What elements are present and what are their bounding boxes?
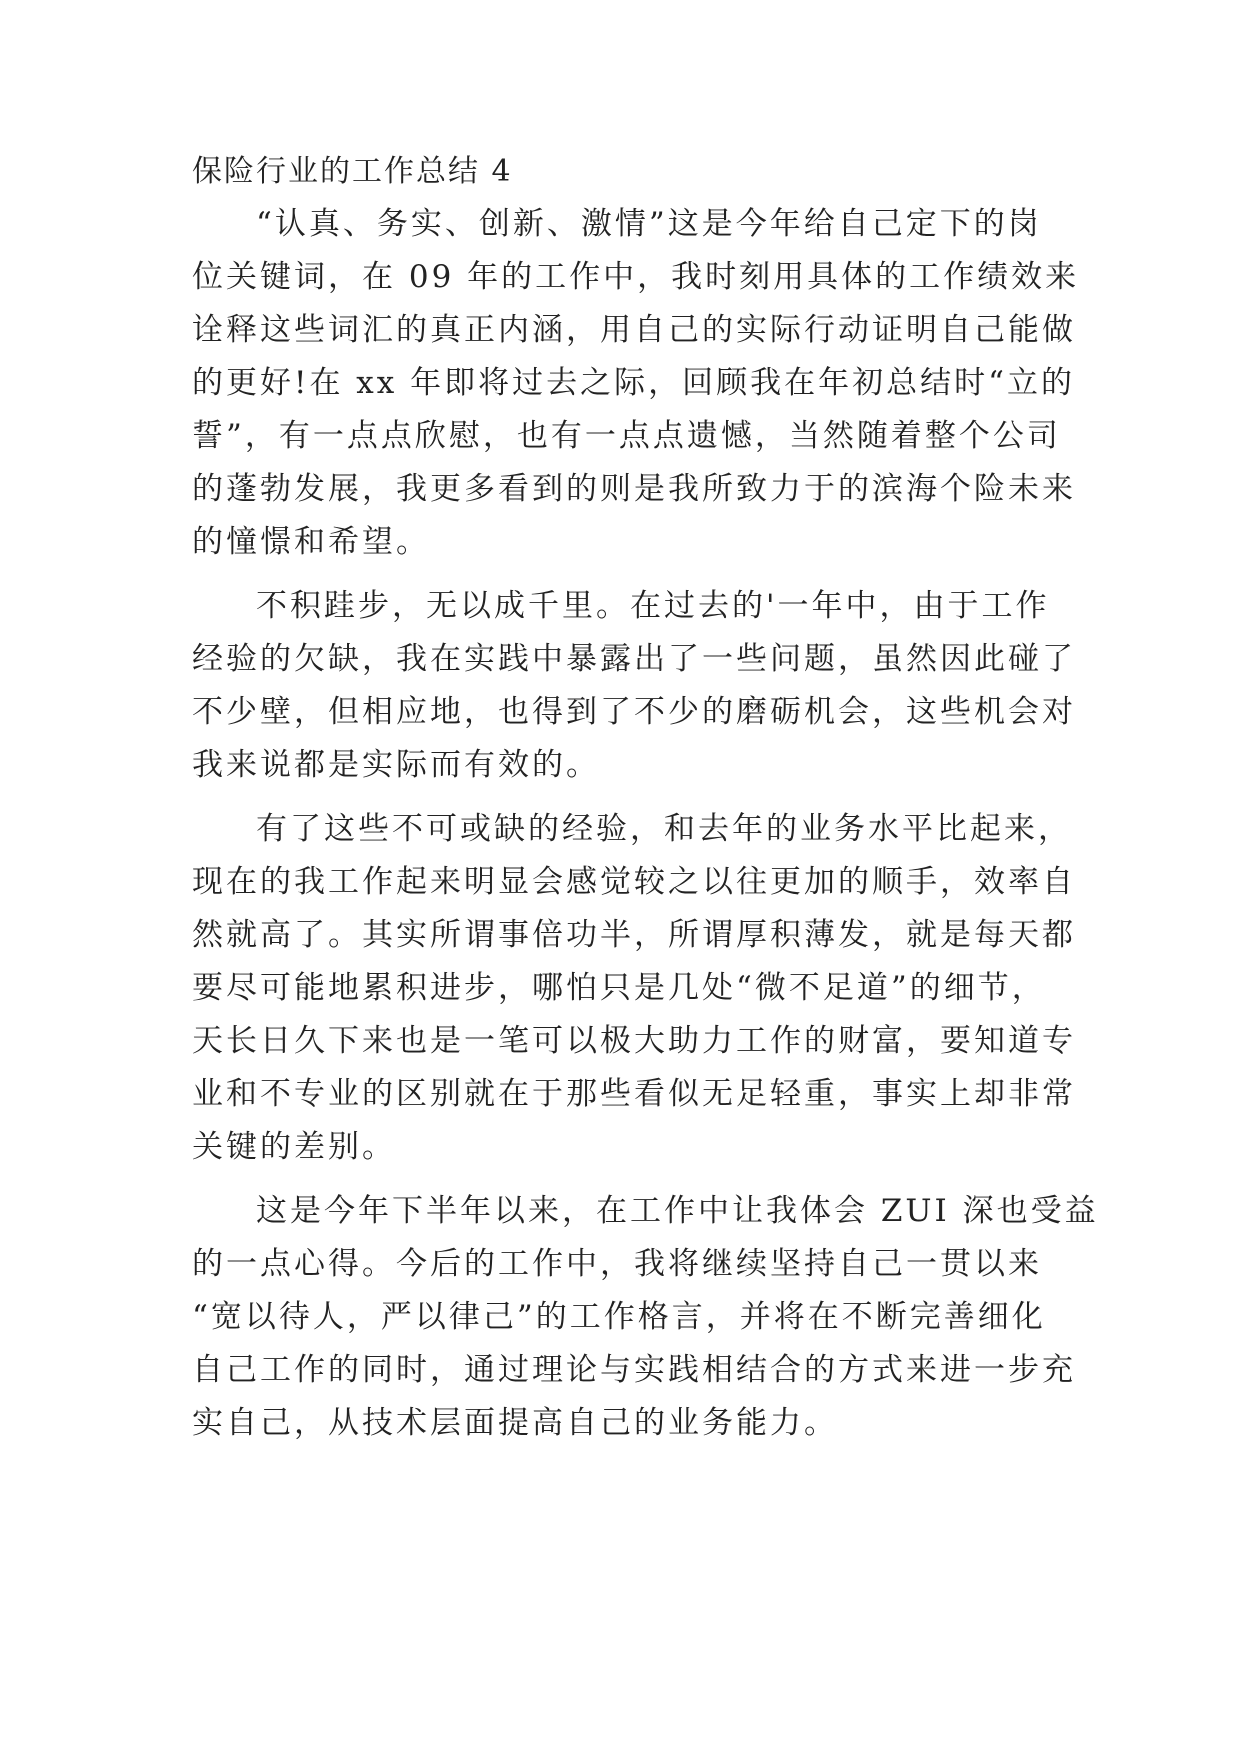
paragraph-1-line-7: 的憧憬和希望。: [192, 524, 430, 560]
paragraph-4-line-4: 自己工作的同时，通过理论与实践相结合的方式来进一步充: [192, 1352, 1076, 1388]
paragraph-1-line-3: 诠释这些词汇的真正内涵，用自己的实际行动证明自己能做: [192, 312, 1076, 348]
paragraph-4-line-5: 实自己，从技术层面提高自己的业务能力。: [192, 1405, 838, 1441]
paragraph-3-line-2: 现在的我工作起来明显会感觉较之以往更加的顺手，效率自: [192, 864, 1076, 900]
paragraph-4-line-3: “宽以待人，严以律己”的工作格言，并将在不断完善细化: [192, 1299, 1046, 1335]
paragraph-3-line-1: 有了这些不可或缺的经验，和去年的业务水平比起来，: [256, 811, 1072, 847]
paragraph-2-line-4: 我来说都是实际而有效的。: [192, 747, 600, 783]
paragraph-4-line-1: 这是今年下半年以来，在工作中让我体会 ZUI 深也受益: [256, 1193, 1099, 1229]
paragraph-2-line-1: 不积跬步，无以成千里。在过去的'一年中，由于工作: [256, 588, 1050, 624]
paragraph-3-line-7: 关键的差别。: [192, 1129, 396, 1165]
paragraph-3-line-3: 然就高了。其实所谓事倍功半，所谓厚积薄发，就是每天都: [192, 917, 1076, 953]
paragraph-2-line-3: 不少壁，但相应地，也得到了不少的磨砺机会，这些机会对: [192, 694, 1076, 730]
paragraph-2-line-2: 经验的欠缺，我在实践中暴露出了一些问题，虽然因此碰了: [192, 641, 1076, 677]
paragraph-4-line-2: 的一点心得。今后的工作中，我将继续坚持自己一贯以来: [192, 1246, 1042, 1282]
paragraph-1-line-2: 位关键词，在 09 年的工作中，我时刻用具体的工作绩效来: [192, 259, 1080, 295]
paragraph-1-line-4: 的更好!在 xx 年即将过去之际，回顾我在年初总结时“立的: [192, 365, 1075, 401]
paragraph-1-line-6: 的蓬勃发展，我更多看到的则是我所致力于的滨海个险未来: [192, 471, 1076, 507]
document-title: 保险行业的工作总结 4: [192, 154, 513, 189]
paragraph-3-line-4: 要尽可能地累积进步，哪怕只是几处“微不足道”的细节，: [192, 970, 1046, 1006]
paragraph-3-line-5: 天长日久下来也是一笔可以极大助力工作的财富，要知道专: [192, 1023, 1076, 1059]
paragraph-1-line-1: “认真、务实、创新、激情”这是今年给自己定下的岗: [256, 206, 1042, 242]
paragraph-1-line-5: 誓”，有一点点欣慰，也有一点点遗憾，当然随着整个公司: [192, 418, 1061, 454]
paragraph-3-line-6: 业和不专业的区别就在于那些看似无足轻重，事实上却非常: [192, 1076, 1076, 1112]
